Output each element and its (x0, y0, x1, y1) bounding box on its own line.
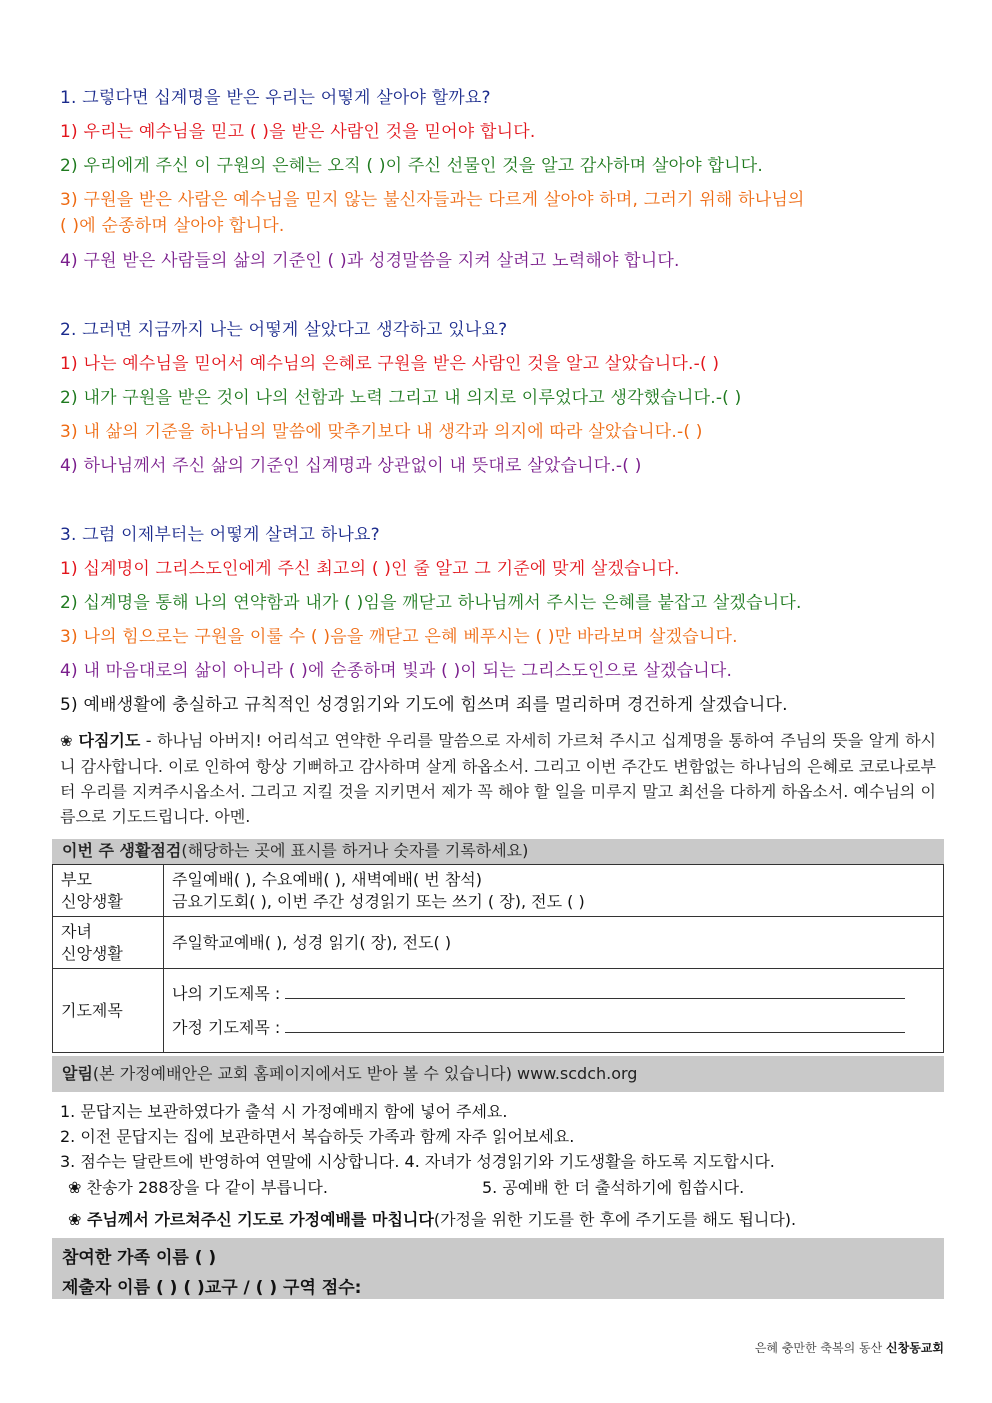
church-name: 신창동교회 (886, 1341, 944, 1355)
notice-band (52, 1056, 944, 1092)
answer-3-1: 1) 십계명이 그리스도인에게 주신 최고의 ( )인 줄 알고 그 기준에 맞게 살겠습니다. (60, 559, 680, 579)
footer-slogan-text: 은혜 충만한 축복의 동산 (754, 1341, 887, 1355)
parents-fields[interactable] (164, 865, 944, 917)
flower-icon: ❀ (60, 732, 73, 750)
children-label-line2: 신앙생활 (61, 943, 123, 963)
submission-band (52, 1238, 944, 1299)
children-row (53, 917, 944, 969)
weekly-checklist-table (52, 864, 944, 1053)
answer-2-4: 4) 하나님께서 주신 삶의 기준인 십계명과 상관없이 내 뜻대로 살았습니다.-( ) (60, 456, 642, 476)
my-prayer-field[interactable] (172, 983, 935, 1005)
note-hymn: ❀ 찬송가 288장을 다 같이 부릅니다. (68, 1178, 328, 1197)
parents-row (53, 865, 944, 917)
pledge-prayer (60, 728, 936, 829)
answer-3-4: 4) 내 마음대로의 삶이 아니라 ( )에 순종하며 빛과 ( )이 되는 그리스도인으로 살겠습니다. (60, 661, 733, 681)
prayer-label: 기도제목 (53, 969, 164, 1053)
answer-1-3-line1: 3) 구원을 받은 사람은 예수님을 믿지 않는 불신자들과는 다르게 살아야 하며, 그러기 위해 하나님의 (60, 190, 805, 210)
parents-label-line2: 신앙생활 (61, 891, 123, 911)
note-closing-main: ❀ 주님께서 가르쳐주신 기도로 가정예배를 마칩니다 (68, 1210, 434, 1229)
notice-text: (본 가정예배안은 교회 홈페이지에서도 받아 볼 수 있습니다) www.scdch.org (92, 1064, 638, 1083)
note-1: 1. 문답지는 보관하였다가 출석 시 가정예배지 함에 넣어 주세요. (60, 1102, 508, 1121)
question-2: 2. 그러면 지금까지 나는 어떻게 살았다고 생각하고 있나요? (60, 320, 508, 340)
prayer-fields[interactable] (164, 969, 944, 1053)
answer-1-1: 1) 우리는 예수님을 믿고 ( )을 받은 사람인 것을 믿어야 합니다. (60, 122, 536, 142)
question-1: 1. 그렇다면 십계명을 받은 우리는 어떻게 살아야 할까요? (60, 88, 491, 108)
submitter-field[interactable]: 제출자 이름 ( ) ( )교구 / ( ) 구역 점수: (62, 1278, 362, 1298)
answer-2-1: 1) 나는 예수님을 믿어서 예수님의 은혜로 구원을 받은 사람인 것을 알고 살았습니다.-( ) (60, 354, 720, 374)
note-closing-sub: (가정을 위한 기도를 한 후에 주기도를 해도 됩니다). (433, 1210, 797, 1229)
children-label (53, 917, 164, 969)
parents-line1[interactable]: 주일예배( ), 수요예배( ), 새벽예배( 번 참석) (172, 869, 482, 889)
note-2: 2. 이전 문답지는 집에 보관하면서 복습하듯 가족과 함께 자주 읽어보세요. (60, 1127, 575, 1146)
note-closing (68, 1209, 796, 1231)
note-3: 3. 점수는 달란트에 반영하여 연말에 시상합니다. 4. 자녀가 성경읽기와 기도생활을 하도록 지도합시다. (60, 1152, 775, 1171)
answer-2-3: 3) 내 삶의 기준을 하나님의 말씀에 맞추기보다 내 생각과 의지에 따라 살았습니다.-( ) (60, 422, 703, 442)
question-3: 3. 그럼 이제부터는 어떻게 살려고 하나요? (60, 525, 380, 545)
checklist-instruction: (해당하는 곳에 표시를 하거나 숫자를 기록하세요) (181, 841, 529, 860)
children-label-line1: 자녀 (61, 921, 92, 941)
note-5: 5. 공예배 한 더 출석하기에 힘씁시다. (482, 1178, 745, 1197)
answer-3-5: 5) 예배생활에 충실하고 규칙적인 성경읽기와 기도에 힘쓰며 죄를 멀리하며 경건하게 살겠습니다. (60, 695, 788, 715)
answer-1-4: 4) 구원 받은 사람들의 삶의 기준인 ( )과 성경말씀을 지켜 살려고 노력해야 합니다. (60, 251, 680, 271)
answer-3-2: 2) 십계명을 통해 나의 연약함과 내가 ( )임을 깨닫고 하나님께서 주시는 은혜를 붙잡고 살겠습니다. (60, 593, 802, 613)
my-prayer-underline[interactable] (285, 984, 905, 999)
answer-1-2: 2) 우리에게 주신 이 구원의 은혜는 오직 ( )이 주신 선물인 것을 알고 감사하며 살아야 합니다. (60, 156, 763, 176)
children-fields[interactable] (164, 917, 944, 969)
prayer-row (53, 969, 944, 1053)
my-prayer-label: 나의 기도제목 : (172, 983, 281, 1003)
footer-slogan (755, 1339, 944, 1356)
parents-line2[interactable]: 금요기도회( ), 이번 주간 성경읽기 또는 쓰기 ( 장), 전도 ( ) (172, 891, 585, 911)
checklist-header (52, 839, 944, 865)
children-line[interactable]: 주일학교예배( ), 성경 읽기( 장), 전도( ) (172, 932, 452, 952)
parents-label-line1: 부모 (61, 869, 92, 889)
family-prayer-field[interactable] (172, 1017, 935, 1039)
answer-3-3: 3) 나의 힘으로는 구원을 이룰 수 ( )음을 깨닫고 은혜 베푸시는 ( )만 바라보며 살겠습니다. (60, 627, 738, 647)
pledge-body: - 하나님 아버지! 어리석고 연약한 우리를 말씀으로 자세히 가르쳐 주시고 십계명을 통하여 주님의 뜻을 알게 하시니 감사합니다. 이로 인하여 항상 기뻐하고 감사하며 살게 하옵소서. 그리고 이번 주간도 변함없는 하나님의 은혜로 코로나로부터 우리를 지켜주시옵소서. 그리고 지킬 것을 지키면서 제가 꼭 해야 할 일을 미루지 말고 최선을 다하게 하옵소서. 예수님의 이름으로 기도드립니다. 아멘. (60, 731, 936, 826)
answer-1-3-line2: ( )에 순종하며 살아야 합니다. (60, 216, 285, 236)
pledge-title: 다짐기도 (78, 731, 141, 750)
parents-label (53, 865, 164, 917)
family-names-field[interactable]: 참여한 가족 이름 ( ) (62, 1248, 217, 1268)
checklist-title: 이번 주 생활점검 (62, 841, 182, 860)
family-prayer-underline[interactable] (285, 1018, 905, 1033)
answer-2-2: 2) 내가 구원을 받은 것이 나의 선함과 노력 그리고 내 의지로 이루었다고 생각했습니다.-( ) (60, 388, 742, 408)
family-prayer-label: 가정 기도제목 : (172, 1017, 281, 1037)
notice-title: 알림 (62, 1064, 93, 1083)
